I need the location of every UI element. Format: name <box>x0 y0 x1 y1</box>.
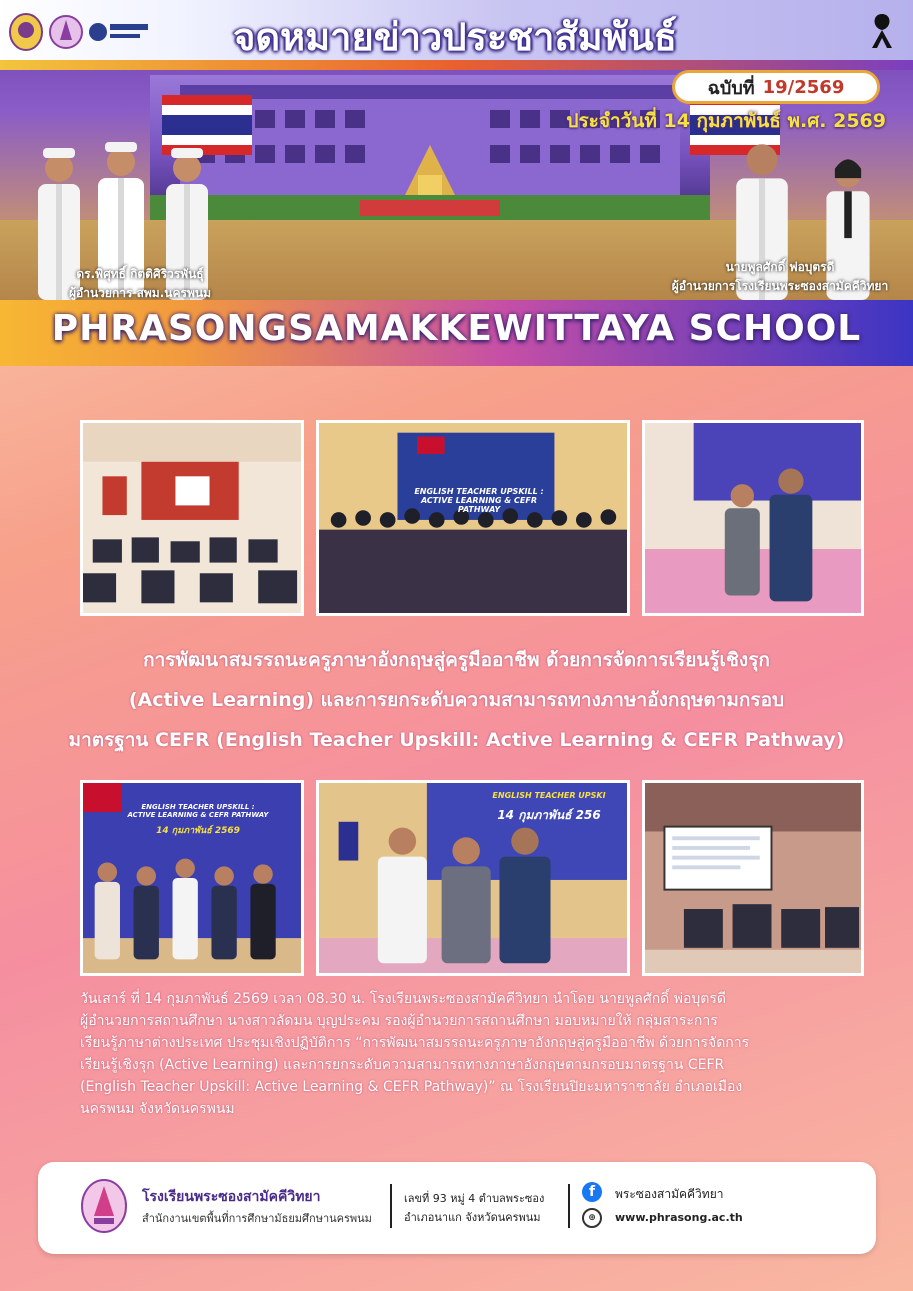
news-body <box>80 988 870 1120</box>
newsletter-title: จดหมายข่าวประชาสัมพันธ์ <box>233 15 677 59</box>
footer-office-name: สำนักงานเขตพื้นที่การศึกษามัธยมศึกษานครพนม <box>142 1212 372 1225</box>
website-icon[interactable]: ⊕ <box>582 1208 602 1228</box>
headline-line-2: (Active Learning) และการยกระดับความสามารถทางภาษาอังกฤษตามกรอบ <box>128 689 785 711</box>
body-line-1: วันเสาร์ ที่ 14 กุมภาพันธ์ 2569 เวลา 08.30 น. โรงเรียนพระซองสามัคคีวิทยา นำโดย นายพูลศักดิ์ พ่อบุตรดี <box>80 991 726 1007</box>
photo-4-banner-date: 14 กุมภาพันธ์ 2569 <box>156 826 240 836</box>
left-official-name: ดร.พิศุทธิ์ กิตติศิริวรพันธุ์ <box>76 267 204 281</box>
issue-date: ประจำวันที่ 14 กุมภาพันธ์ พ.ศ. 2569 <box>566 110 886 132</box>
body-line-2: ผู้อำนวยการสถานศึกษา นางสาวลัดมน บุญประคม รองผู้อำนวยการสถานศึกษา มอบหมายให้ กลุ่มสาระการ <box>80 1013 718 1029</box>
photo-2-banner <box>399 487 559 514</box>
footer-divider-2 <box>568 1184 570 1228</box>
school-crest-icon <box>8 12 44 52</box>
photo-5-banner <box>469 791 629 825</box>
photo-4-women <box>80 780 304 976</box>
body-line-4: เรียนรู้เชิงรุก (Active Learning) และการยกระดับความสามารถทางภาษาอังกฤษตามกรอบมาตรฐาน CEFR <box>80 1057 725 1073</box>
photo-2-banner-line2: ACTIVE LEARNING & CEFR PATHWAY <box>420 496 538 514</box>
photo-4-banner-line1: ENGLISH TEACHER UPSKILL : <box>141 803 255 811</box>
facebook-page-link[interactable]: พระซองสามัคคีวิทยา <box>615 1187 724 1201</box>
photo-5-banner-date: 14 กุมภาพันธ์ 256 <box>497 808 601 822</box>
ministry-seal-icon <box>48 12 84 52</box>
right-official-caption <box>660 258 900 296</box>
body-line-6: นครพนม จังหวัดนครพนม <box>80 1101 235 1117</box>
photo-5-trio <box>316 780 630 976</box>
facebook-icon[interactable]: f <box>582 1182 602 1202</box>
issue-number-box <box>672 70 880 104</box>
body-line-5: (English Teacher Upskill: Active Learning & CEFR Pathway)” ณ โรงเรียนปิยะมหาราชาลัย อำเภอเมือง <box>80 1079 743 1095</box>
headline-line-1: การพัฒนาสมรรถนะครูภาษาอังกฤษสู่ครูมืออาชีพ ด้วยการจัดการเรียนรู้เชิงรุก <box>143 649 770 671</box>
photo-6-participants <box>642 780 864 976</box>
footer-divider-1 <box>390 1184 392 1228</box>
news-headline <box>40 640 873 760</box>
photo-1-auditorium <box>80 420 304 616</box>
photo-3-duo <box>642 420 864 616</box>
photo-2-group <box>316 420 630 616</box>
body-line-3: เรียนรู้ภาษาต่างประเทศ ประชุมเชิงปฏิบัติการ “การพัฒนาสมรรถนะครูภาษาอังกฤษสู่ครูมืออาชีพ ด้วยการจัดการ <box>80 1035 750 1051</box>
footer-school-name: โรงเรียนพระซองสามัคคีวิทยา <box>142 1189 321 1205</box>
right-official-title: ผู้อำนวยการโรงเรียนพระซองสามัคคีวิทยา <box>671 279 889 293</box>
black-ribbon-icon <box>868 10 896 50</box>
footer-address-line-2: อำเภอนาแก จังหวัดนครพนม <box>404 1211 541 1224</box>
left-official-caption <box>30 265 250 303</box>
photo-4-banner-line2: ACTIVE LEARNING & CEFR PATHWAY <box>127 811 269 819</box>
photo-2-banner-line1: ENGLISH TEACHER UPSKILL : <box>414 487 544 496</box>
photo-4-banner <box>103 803 293 837</box>
photo-5-banner-line1: ENGLISH TEACHER UPSKI <box>492 791 606 800</box>
headline-line-3: มาตรฐาน CEFR (English Teacher Upskill: Active Learning & CEFR Pathway) <box>68 729 845 751</box>
website-link[interactable]: www.phrasong.ac.th <box>615 1211 743 1224</box>
school-logo-icon <box>80 1176 128 1234</box>
left-official-title: ผู้อำนวยการ สพม.นครพนม <box>69 286 211 300</box>
footer-address-line-1: เลขที่ 93 หมู่ 4 ตำบลพระซอง <box>404 1192 545 1205</box>
school-name: PHRASONGSAMAKKEWITTAYA SCHOOL <box>51 308 862 349</box>
right-official-name: นายพูลศักดิ์ พ่อบุตรดี <box>725 260 835 274</box>
issue-number: 19/2569 <box>762 76 845 98</box>
issue-label: ฉบับที่ <box>707 77 755 99</box>
